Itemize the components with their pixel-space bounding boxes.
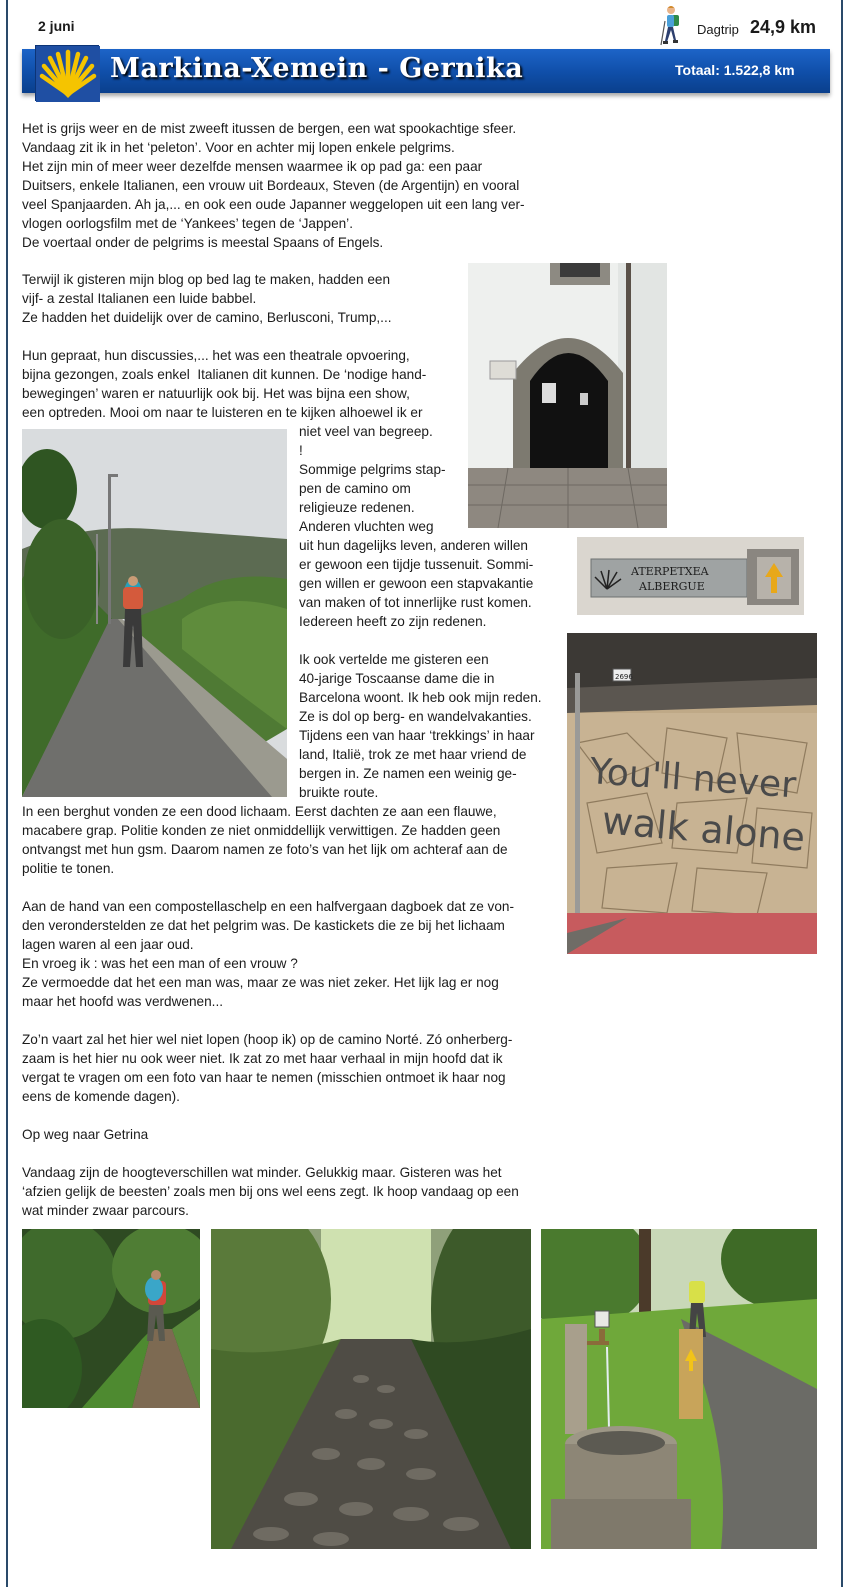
section-heading: Op weg naar Getrina (22, 1127, 149, 1142)
photo-albergue-sign (577, 537, 804, 615)
paragraph-8: Zo’n vaart zal het hier wel niet lopen (hoop ik) op de camino Norté. Zó onherberg- zaam is het hier nu ook weer niet. Ik zat zo met haar verhaal in mijn hoofd dat ik vergat te vragen om een foto van haar te nemen (misschien ontmoet ik haar nog eens de komende dagen). (22, 1032, 513, 1104)
photo-cobbled-path (211, 1229, 531, 1549)
graffiti-line-1: You'll never (588, 751, 798, 807)
paragraph-3: Hun gepraat, hun discussies,... het was een theatrale opvoering, bijna gezongen, zoals enkel Italianen dit kunnen. De ‘nodige hand- bewegingen’ waren er natuurlijk ook bij. Het was bijna een show, een optreden. Mooi om naar te luisteren en te kijken alhoewel ik er (22, 348, 427, 420)
paragraph-6: In een berghut vonden ze een dood lichaam. Eerst dachten ze aan een flauwe, macabere grap. Politie konden ze niet onmiddellijk verwittigen. Ze hadden geen ontvangst met hun gsm. Daarom namen ze foto’s van het lijk om achteraf aan de politie te tonen. (22, 804, 508, 876)
photo-green-path (22, 1229, 200, 1408)
photo-road-pilgrim (22, 429, 287, 797)
paragraph-7: Aan de hand van een compostellaschelp en een halfvergaan dagboek dat ze von- den veronderstelden ze dat het pelgrim was. De kastickets die ze bij het lichaam lagen waren al een jaar oud. En vroeg ik : was het een man of een vrouw ? Ze vermoedde dat het een man was, maar ze was niet zeker. Het lijk lag er nog maar het hoofd was verdwenen... (22, 899, 514, 1009)
graffiti-line-2: walk alone (600, 798, 807, 860)
paragraph-10: Vandaag zijn de hoogteverschillen wat minder. Gelukkig maar. Gisteren was het ‘afzien gelijk de beesten’ zoals men bij ons wel eens zegt. Ik hoop vandaag op een wat minder zwaar parcours. (22, 1165, 519, 1218)
page-title: Markina-Xemein - Gernika (110, 53, 524, 84)
paragraph-2: Terwijl ik gisteren mijn blog op bed lag te maken, hadden een vijf- a zestal Italianen een luide babbel. Ze hadden het duidelijk over de camino, Berlusconi, Trump,... (22, 272, 392, 325)
paragraph-1: Het is grijs weer en de mist zweeft itussen de bergen, een wat spookachtige sfeer. Vandaag zit ik in het ‘peleton’. Voor en achter mij lopen enkele pelgrims. Het zijn min of meer weer dezelfde mensen waarmee ik op pad ga: een paar Duitsers, enkele Italianen, een vrouw uit Bordeaux, Steven (de Argentijn) en vooral veel Spanjaarden. Ah ja,... en ook een oude Japanner weggelopen uit een lang ver- vlogen oorlogsfilm met de ‘Yankees’ tegen de ‘Jappen’. De voertaal onder de pelgrims is meestal Spaans of Engels. (22, 121, 525, 250)
trip-distance: 24,9 km (750, 17, 817, 37)
trip-label: Dagtrip (697, 22, 739, 37)
photo-fountain (541, 1229, 817, 1549)
scallop-shell-icon (35, 45, 99, 101)
total-distance: Totaal: 1.522,8 km (675, 62, 795, 78)
sign-text-1: ATERPETXEA (631, 565, 709, 578)
photo-albergue-door (468, 263, 667, 528)
sign-text-2: ALBERGUE (639, 580, 705, 593)
paragraph-5: Ik ook vertelde me gisteren een 40-jarige Toscaanse dame die in Barcelona woont. Ik heb ook mijn reden. Ze is dol op berg- en wandelvakanties. Tijdens een van haar ‘trekkings’ in haar land, Italië, trok ze met haar vriend de bergen in. Ze namen een weinig ge- bruikte route. (299, 652, 542, 800)
tunnel-number-plate: 2696 (615, 673, 633, 681)
paragraph-4: niet veel van begreep. ! Sommige pelgrims stap- pen de camino om religieuze redenen. Anderen vluchten weg uit hun dagelijks leven, anderen willen er gewoon een tijdje tussenuit. Sommi- gen willen er gewoon een stapvakantie van maken of tot innerlijke rust komen. Iedereen heeft zo zijn redenen. (299, 424, 534, 629)
entry-date: 2 juni (38, 18, 75, 34)
photo-graffiti-tunnel (567, 633, 817, 954)
hiker-icon (657, 5, 685, 49)
